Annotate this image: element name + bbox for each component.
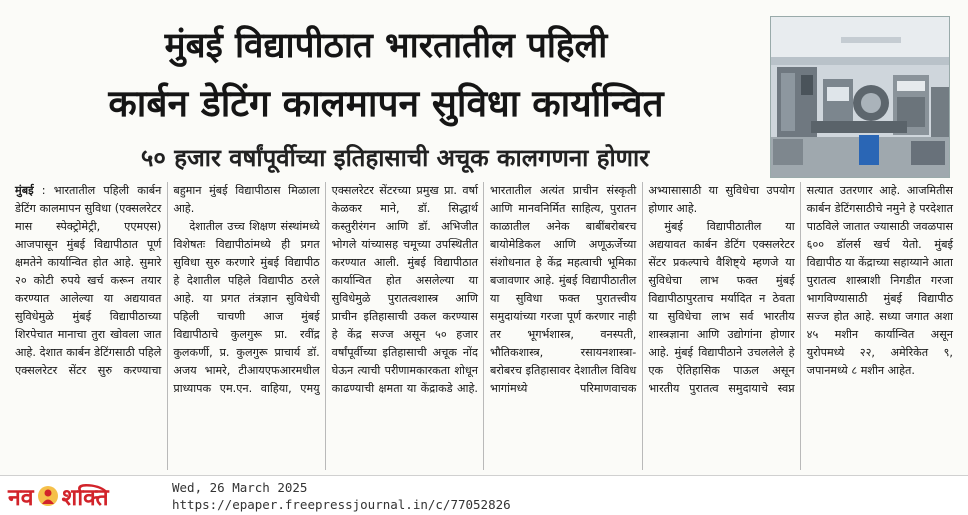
headline-line-1: मुंबई विद्यापीठात भारतातील पहिली bbox=[164, 26, 608, 66]
paragraph-2: देशातील उच्च शिक्षण संस्थांमध्ये विशेषतः विद्यापीठांमध्ये ही प्रगत सुविधा सुरु करणारे मुंबई विद्यापीठ हे देशातील पहिले विद्यापीठ ठरले आहे. या प्रगत तंत्रज्ञान सुविधेची पहिली चाचणी आज मुंबई विद्यापीठाचे कुलगुरू प्रा. रवींद्र कुलकर्णी, प्र. कुलगुरू प्राचार्य डॉ. अजय भामरे, टीआयएफआरमधील प्राध्यापक एम.एन. वाहिया, एमयु एक्सलरेटर सेंटरच्या प्रमुख प्रा. वर्षा केळकर माने, डॉ. सिद्धार्थ कस्तुरीरंगन आणि डॉ. अभिजीत भोगले यांच्यासह चमूच्या उपस्थितीत करण्यात आली. मुंबई विद्यापीठात कार्यान्वित होत असलेल्या या सुविधेमुळे पुरातत्वशास्त्र आणि प्राचीन इतिहासाची उकल करण्यास हे केंद्र सज्ज असून ५० हजार वर्षांपूर्वीच्या इतिहासाची अचूक नोंद घेऊन त्याची परीणामकारकता शोधून काढण्याची क्षमता या केंद्राकडे आहे. भारतातील अत्यंत प्राचीन संस्कृती आणि मानवनिर्मित साहित्य, पुरातन काळातील अनेक बाबींबरोबरच बायोमेडिकल आणि अणूऊर्जेच्या संशोधनात हे केंद्र महत्वाची भूमिका बजावणार आहे. मुंबई विद्यापीठातील या सुविधा फक्त पुरातत्त्वीय समुदायांच्या गरजा पूर्ण करणार नाही तर भूगर्भशास्त्र, वनस्पती, भौतिकशास्त्र, रसायनशास्त्रा- बरोबरच इतिहासावर देशातील विविध भागांमध्ये परिमाणवाचक अभ्यासासाठी या सुविधेचा उपयोग होणार आहे. bbox=[173, 184, 795, 395]
epaper-footer bbox=[0, 475, 968, 515]
article-body bbox=[15, 182, 953, 470]
lab-photo bbox=[770, 16, 950, 178]
headline-line-2: कार्बन डेटिंग कालमापन सुविधा कार्यान्वित bbox=[108, 82, 664, 125]
dateline: मुंबई bbox=[15, 184, 34, 197]
paragraph-3: मुंबई विद्यापीठातील या अद्ययावत कार्बन डेटिंग एक्सलरेटर सेंटर प्रकल्पाचे वैशिष्ट्ये म्हणजे या सुविधेचा लाभ फक्त मुंबई विद्यापीठापुरताच मर्यादित न ठेवता या सुविधेचा लाभ सर्व भारतीय शास्त्रज्ञाना आणि उद्योगांना होणार आहे. मुंबई विद्यापीठाने उचललेले हे एक ऐतिहासिक पाऊल असून भारतीय पुरातत्व समुदायाचे स्वप्न सत्यात उतरणार आहे. आजमितीस कार्बन डेटिंगसाठीचे नमुने हे परदेशात पाठविले जातात ज्यासाठी जवळपास ६०० डॉलर्स खर्च येतो. मुंबई विद्यापीठ या केंद्राच्या सहाय्याने आता पुरातत्व शास्त्राशी निगडीत गरजा भागविण्यासाठी मुंबई विद्यापीठ सज्ज होत आहे. सध्या जगात अशा ४५ मशीन कार्यान्वित असून युरोपमध्ये २२, अमेरिकेत ९, जपानमध्ये ८ मशीन आहेत. bbox=[648, 184, 953, 395]
logo-text-right: शक्ति bbox=[61, 485, 109, 511]
goddess-emblem-icon bbox=[37, 485, 59, 507]
subheadline: ५० हजार वर्षांपूर्वीच्या इतिहासाची अचूक कालगणना होणार bbox=[140, 144, 650, 172]
edition-meta bbox=[172, 479, 511, 513]
edition-url[interactable]: https://epaper.freepressjournal.in/c/77052826 bbox=[172, 497, 511, 512]
logo-text-left: नव bbox=[8, 485, 34, 511]
paragraph-1-text: : भारतातील पहिली कार्बन डेटिंग कालमापन सुविधा (एक्सलरेटर मास स्पेक्ट्रोमेट्री, एएमएस) आजपासून मुंबई विद्यापीठात पूर्ण क्षमतेने कार्यान्वित होत आहे. सुमारे २० कोटी रुपये खर्च करून तयार करण्यात आलेल्या या अद्ययावत सुविधेमुळे मुंबई विद्यापीठाच्या शिरपेचात मानाचा तुरा खोवला जात आहे. देशात कार्बन डेटिंगसाठी पहिले एक्सलरेटर सेंटर सुरु करण्याचा बहुमान मुंबई विद्यापीठास मिळाला आहे. bbox=[15, 184, 320, 377]
navshakti-logo[interactable] bbox=[8, 483, 109, 509]
accelerator-lab-image bbox=[771, 17, 949, 177]
edition-date: Wed, 26 March 2025 bbox=[172, 480, 308, 495]
